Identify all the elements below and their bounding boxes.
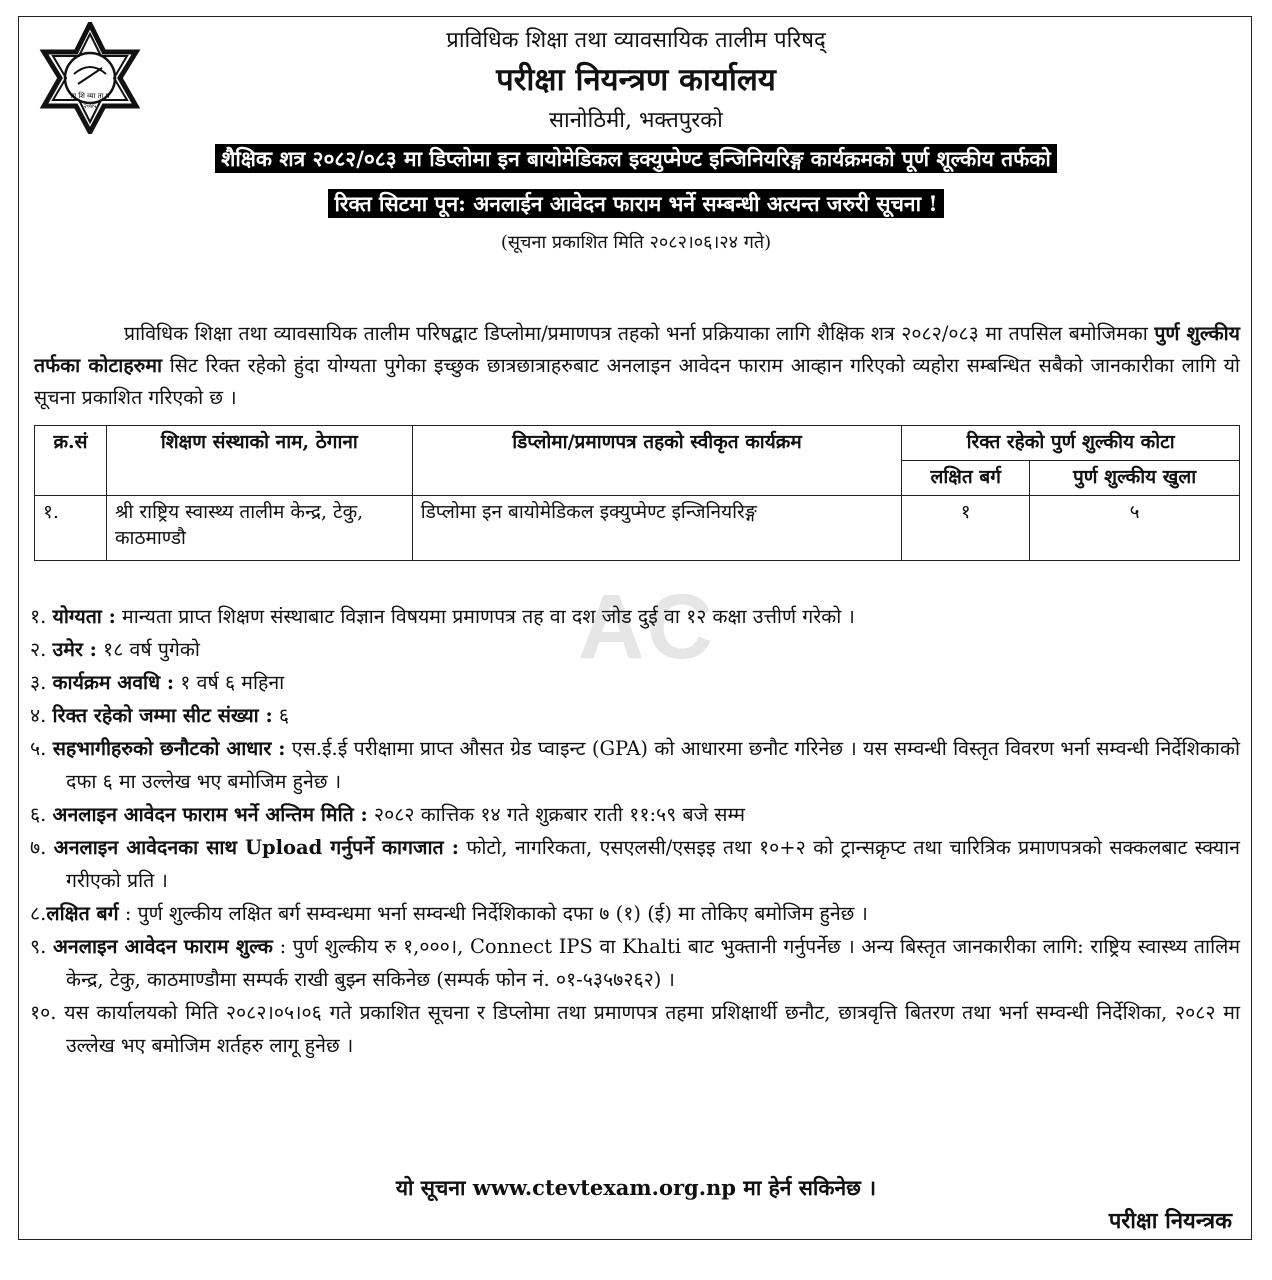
condition-item	[30, 930, 1240, 996]
intro-part2: सिट रिक्त रहेको हुंदा योग्यता पुगेका इच्छुक छात्रछात्राहरुबाट अनलाइन आवेदन फाराम आव्हान गरिएको व्यहोरा सम्बन्धित सबैको जानकारीका लागि यो सूचना प्रकाशित गरिएको छ ।	[34, 353, 1240, 409]
signer-title: परीक्षा नियन्त्रक	[1108, 1208, 1232, 1234]
quota-table	[34, 425, 1240, 561]
header-targeted: लक्षित बर्ग	[902, 461, 1030, 496]
condition-item	[30, 897, 1240, 930]
condition-number: ७.	[30, 836, 47, 859]
condition-text: १ वर्ष ६ महिना	[174, 671, 285, 694]
header-quota-group: रिक्त रहेको पुर्ण शुल्कीय कोटा	[902, 426, 1240, 461]
condition-label: योग्यता :	[52, 605, 116, 628]
condition-text: : पुर्ण शुल्कीय रु १,०००।, Connect IPS वा Khalti बाट भुक्तानी गर्नुपर्नेछ । अन्य बिस्तृत जानकारीका लागि: राष्ट्रिय स्वास्थ्य तालिम केन्द्र, टेकु, काठमाण्डौमा सम्पर्क राखी बुझ्न सकिनेछ (सम्पर्क फोन नं. ०१-५३५७२६२) ।	[66, 935, 1241, 991]
condition-text: एस.ई.ई परीक्षामा प्राप्त औसत ग्रेड प्वाइन्ट (GPA) को आधारमा छनौट गरिनेछ । यस सम्वन्धी विस्तृत विवरण भर्ना सम्वन्धी निर्देशिकाको दफा ६ मा उल्लेख भए बमोजिम हुनेछ ।	[66, 737, 1241, 793]
office-location: सानोठिमी, भक्तपुरको	[549, 108, 723, 133]
intro-paragraph	[34, 318, 1240, 414]
condition-label: सहभागीहरुको छनौटको आधार :	[52, 737, 286, 760]
notice-title-line2-wrap	[0, 190, 1272, 218]
intro-bold: पुर्ण शुल्कीय तर्फका कोटाहरुमा	[34, 321, 1240, 377]
condition-label: अनलाइन आवेदनका साथ Upload गर्नुपर्ने कागजात :	[53, 836, 459, 859]
condition-item	[30, 798, 1240, 831]
condition-number: ९.	[30, 935, 47, 958]
condition-item	[30, 666, 1240, 699]
condition-label: लक्षित बर्ग	[46, 902, 119, 925]
cell-program: डिप्लोमा इन बायोमेडिकल इक्युप्मेण्ट इन्जिनियरिङ्ग	[412, 496, 902, 561]
condition-number: ३.	[30, 671, 47, 694]
header-sn: क्र.सं	[35, 426, 107, 496]
published-date: (सूचना प्रकाशित मिति २०८२।०६।२४ गते)	[500, 232, 772, 253]
condition-text: : पुर्ण शुल्कीय लक्षित बर्ग सम्वन्धमा भर्ना सम्वन्धी निर्देशिकाको दफा ७ (१) (ई) मा तोकिए बमोजिम हुनेछ ।	[118, 902, 868, 925]
conditions-list	[30, 600, 1240, 1062]
condition-text: ६	[272, 704, 290, 727]
condition-text: २०८२ कात्तिक १४ गते शुक्रबार राती ११:५९ बजे सम्म	[367, 803, 745, 826]
header-open: पुर्ण शुल्कीय खुला	[1030, 461, 1240, 496]
table-header-row	[35, 426, 1240, 461]
intro-part1: प्राविधिक शिक्षा तथा व्यावसायिक तालीम परिषद्बाट डिप्लोमा/प्रमाणपत्र तहको भर्ना प्रक्रियाका लागि शैक्षिक शत्र २०८२/०८३ मा तपसिल बमोजिमका	[124, 321, 1155, 345]
condition-label: उमेर :	[52, 638, 97, 661]
condition-item	[30, 831, 1240, 897]
condition-number: १०.	[30, 1001, 57, 1024]
condition-number: ६.	[30, 803, 47, 826]
condition-number: २.	[30, 638, 47, 661]
condition-text: फोटो, नागरिकता, एसएलसी/एसइइ तथा १०+२ को ट्रान्सक्रृप्ट तथा चारित्रिक प्रमाणपत्रको सक्कलबाट स्क्यान गरीएको प्रति ।	[66, 836, 1240, 892]
condition-text: १८ वर्ष पुगेको	[96, 638, 200, 661]
cell-sn: १.	[35, 496, 107, 561]
condition-number: ५.	[30, 737, 47, 760]
condition-label: रिक्त रहेको जम्मा सीट संख्या :	[52, 704, 273, 727]
table-row	[35, 496, 1240, 561]
condition-item	[30, 732, 1240, 798]
org-name: प्राविधिक शिक्षा तथा व्यावसायिक तालीम परिषद्	[446, 28, 826, 53]
notice-title-line1: शैक्षिक शत्र २०८२/०८३ मा डिप्लोमा इन बायोमेडिकल इक्युप्मेण्ट इन्जिनियरिङ्ग कार्यक्रमको पूर्ण शूल्कीय तर्फको	[215, 144, 1057, 173]
office-name: परीक्षा नियन्त्रण कार्यालय	[496, 62, 776, 98]
cell-institution: श्री राष्ट्रिय स्वास्थ्य तालीम केन्द्र, टेकु, काठमाण्डौ	[106, 496, 412, 561]
website-line: यो सूचना www.ctevtexam.org.np मा हेर्न सकिनेछ ।	[395, 1175, 877, 1200]
condition-label: अनलाइन आवेदन फाराम भर्ने अन्तिम मिति :	[52, 803, 368, 826]
condition-label: कार्यक्रम अवधि :	[52, 671, 175, 694]
condition-number: १.	[30, 605, 47, 628]
header-program: डिप्लोमा/प्रमाणपत्र तहको स्वीकृत कार्यक्रम	[412, 426, 902, 496]
condition-item	[30, 996, 1240, 1062]
condition-text: मान्यता प्राप्त शिक्षण संस्थाबाट विज्ञान विषयमा प्रमाणपत्र तह वा दश जोड दुई वा १२ कक्षा उत्तीर्ण गरेको ।	[115, 605, 855, 628]
header-institution: शिक्षण संस्थाको नाम, ठेगाना	[106, 426, 412, 496]
condition-item	[30, 699, 1240, 732]
condition-label: अनलाइन आवेदन फाराम शुल्क	[53, 935, 273, 958]
logo-text: प्रा शि व्या ता प	[70, 92, 110, 100]
condition-number: ४.	[30, 704, 47, 727]
cell-targeted: १	[902, 496, 1030, 561]
notice-title-line1-wrap	[0, 145, 1272, 173]
cell-open: ५	[1030, 496, 1240, 561]
condition-item	[30, 633, 1240, 666]
condition-item	[30, 600, 1240, 633]
condition-number: ८.	[30, 902, 47, 925]
watermark: AC	[578, 576, 715, 678]
condition-text: यस कार्यालयको मिति २०८२।०५।०६ गते प्रकाशित सूचना र डिप्लोमा तथा प्रमाणपत्र तहमा प्रशिक्षार्थी छनौट, छात्रवृत्ति बितरण तथा भर्ना सम्वन्धी निर्देशिका, २०८२ मा उल्लेख भए बमोजिम शर्तहरु लागू हुनेछ ।	[56, 1001, 1240, 1057]
notice-title-line2: रिक्त सिटमा पून: अनलाईन आवेदन फाराम भर्ने सम्बन्धी अत्यन्त जरुरी सूचना !	[328, 189, 943, 218]
logo-number: २०४५	[83, 103, 97, 110]
